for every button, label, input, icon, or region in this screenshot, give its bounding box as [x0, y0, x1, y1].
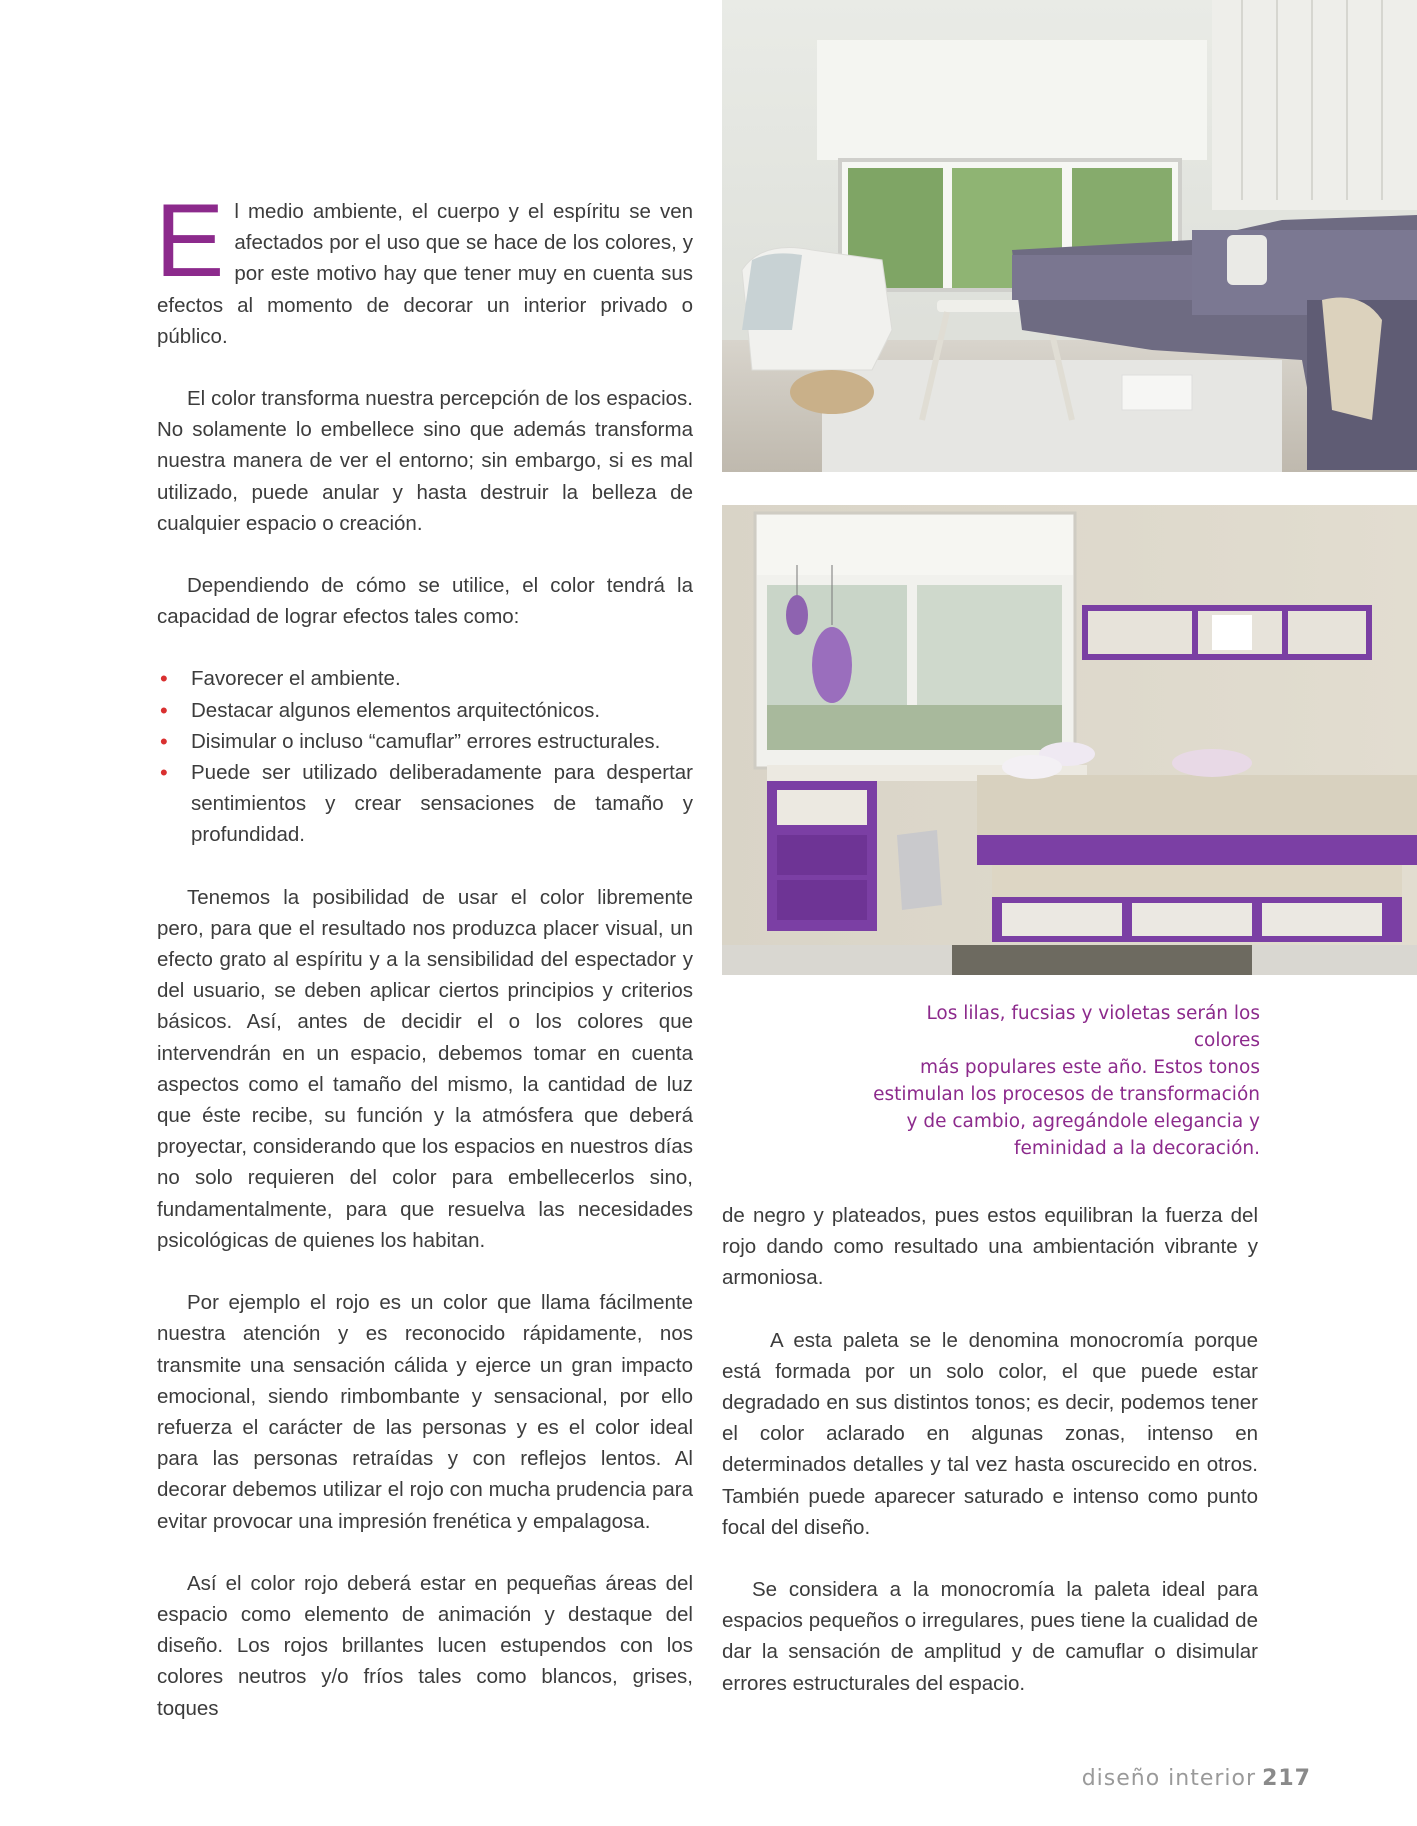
bullet-icon: •: [160, 760, 168, 786]
paragraph-9: Se considera a la monocromía la paleta ideal para espacios pequeños o irregulares, pues tiene la cualidad de dar la sensación de amplitud y de camuflar o disimular errores estructurales del espacio.: [722, 1578, 1258, 1695]
page-footer: [1082, 1766, 1311, 1791]
paragraph-3: Dependiendo de cómo se utilice, el color tendrá la capacidad de lograr efectos tales como:: [157, 574, 693, 629]
list-item: • Puede ser utilizado deliberadamente para despertar sentimientos y crear sensaciones de tamaño y profundidad.: [157, 757, 693, 851]
bullet-icon: •: [160, 697, 168, 723]
paragraph-2: El color transforma nuestra percepción de los espacios. No solamente lo embellece sino que además transforma nuestra manera de ver el entorno; sin embargo, si es mal utilizado, puede anular y hasta destruir la belleza de cualquier espacio o creación.: [157, 387, 693, 535]
paragraph-8: A esta paleta se le denomina monocromía porque está formada por un solo color, el que puede estar degradado en sus distintos tonos; es decir, podemos tener el color aclarado en algunas zonas, intenso en determinados detalles y tal vez hasta oscurecido en otros. También puede aparecer saturado e intenso como punto focal del diseño.: [722, 1328, 1258, 1539]
bullet-icon: •: [160, 728, 168, 754]
effects-list: [157, 663, 693, 850]
intro-paragraph: [155, 183, 693, 352]
caption-line: Los lilas, fucsias y violetas serán los colores: [926, 1003, 1260, 1051]
page-number: 217: [1262, 1766, 1311, 1791]
paragraph-7: de negro y plateados, pues estos equilibran la fuerza del rojo dando como resultado una ambientación vibrante y armoniosa.: [722, 1204, 1258, 1290]
living-room-photo: [722, 0, 1417, 472]
list-item: • Disimular o incluso “camuflar” errores estructurales.: [157, 726, 693, 757]
paragraph-5: Por ejemplo el rojo es un color que llama fácilmente nuestra atención y es reconocido rápidamente, nos transmite una sensación cálida y ejerce un gran impacto emocional, siendo rimbombante y sensacional, por ello refuerza el carácter de las personas y es el color ideal para las personas retraídas y con reflejos lentos. Al decorar debemos utilizar el rojo con mucha prudencia para evitar provocar una impresión frenética y empalagosa.: [157, 1291, 693, 1533]
caption-line: y de cambio, agregándole elegancia y: [906, 1111, 1260, 1132]
intro-text: l medio ambiente, el cuerpo y el espíritu se ven afectados por el uso que se hace de los colores, y por este motivo hay que tener muy en cuenta sus efectos al momento de decorar un interior privado o público.: [157, 200, 693, 348]
magazine-name: diseño interior: [1081, 1766, 1257, 1791]
drop-cap: E: [155, 183, 225, 299]
list-item: • Favorecer el ambiente.: [157, 663, 693, 694]
caption-line: feminidad a la decoración.: [1014, 1138, 1260, 1159]
list-item: • Destacar algunos elementos arquitectónicos.: [157, 695, 693, 726]
caption-line: más populares este año. Estos tonos: [919, 1057, 1260, 1078]
bedroom-photo: [722, 505, 1417, 975]
paragraph-4: Tenemos la posibilidad de usar el color libremente pero, para que el resultado nos produzca placer visual, un efecto grato al espíritu y a la sensibilidad del espectador y del usuario, se deben aplicar ciertos principios y criterios básicos. Así, antes de decidir el o los colores que intervendrán en un espacio, debemos tomar en cuenta aspectos como el tamaño del mismo, la cantidad de luz que éste recibe, su función y la atmósfera que deberá proyectar, considerando que los espacios en nuestros días no solo requieren del color para embellecerlos sino, fundamentalmente, para que resuelva las necesidades psicológicas de quienes los habitan.: [157, 885, 693, 1252]
photo-caption: [860, 1000, 1260, 1162]
left-column: [155, 183, 693, 1755]
caption-line: estimulan los procesos de transformación: [873, 1084, 1260, 1105]
right-column: [722, 1200, 1258, 1730]
paragraph-6: Así el color rojo deberá estar en pequeñas áreas del espacio como elemento de animación y destaque del diseño. Los rojos brillantes lucen estupendos con los colores neutros y/o fríos tales como blancos, grises, toques: [157, 1571, 693, 1720]
bullet-icon: •: [160, 666, 168, 692]
